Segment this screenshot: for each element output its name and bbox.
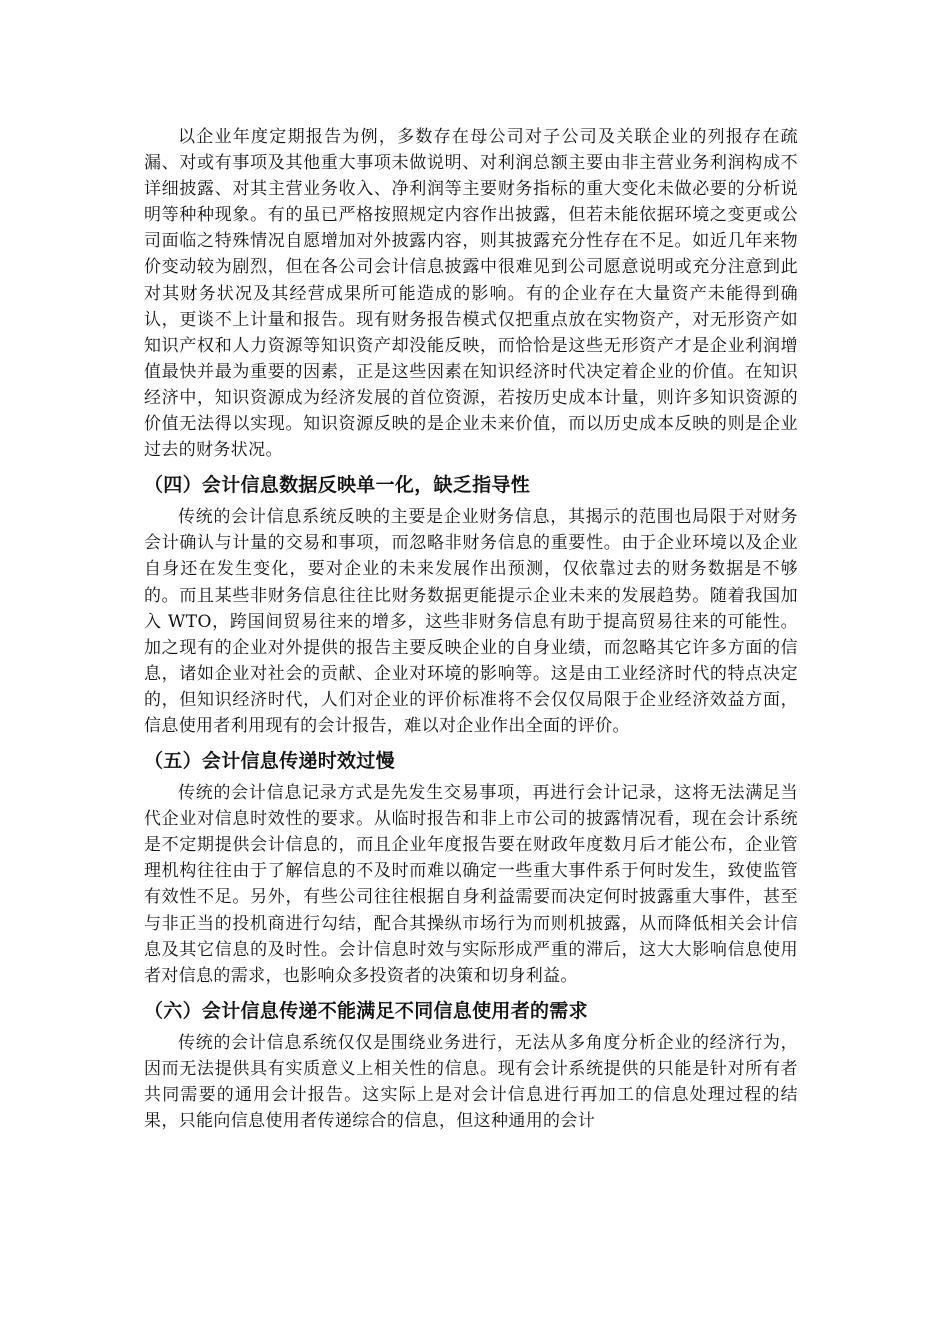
document-page [144,124,798,1134]
section-heading: （六）会计信息传递不能满足不同信息使用者的需求 [144,999,588,1022]
body-paragraph: 传统的会计信息系统仅仅是围绕业务进行，无法从多角度分析企业的经济行为，因而无法提供具有实质意义上相关性的信息。现有会计系统提供的只能是针对所有者共同需要的通用会计报告。这实际上是对会计信息进行再加工的信息处理过程的结果，只能向信息使用者传递综合的信息，但这种通用的会计 [144,1032,798,1132]
body-paragraph: 以企业年度定期报告为例，多数存在母公司对子公司及关联企业的列报存在疏漏、对或有事项及其他重大事项未做说明、对利润总额主要由非主营业务利润构成不详细披露、对其主营业务收入、净利润等主要财务指标的重大变化未做必要的分析说明等种种现象。有的虽已严格按照规定内容作出披露，但若未能依据环境之变更或公司面临之特殊情况自愿增加对外披露内容，则其披露充分性存在不足。如近几年来物价变动较为剧烈，但在各公司会计信息披露中很难见到公司愿意说明或充分注意到此对其财务状况及其经营成果所可能造成的影响。有的企业存在大量资产未能得到确认，更谈不上计量和报告。现有财务报告模式仅把重点放在实物资产，对无形资产如知识产权和人力资源等知识资产却没能反映，而恰恰是这些无形资产才是企业利润增值最快并最为重要的因素，正是这些因素在知识经济时代决定着企业的价值。在知识经济中，知识资源成为经济发展的首位资源，若按历史成本计量，则许多知识资源的价值无法得以实现。知识资源反映的是企业未来价值，而以历史成本反映的则是企业过去的财务状况。 [144,127,798,461]
section-heading: （五）会计信息传递时效过慢 [144,750,395,773]
body-paragraph: 传统的会计信息系统反映的主要是企业财务信息，其揭示的范围也局限于对财务会计确认与计量的交易和事项，而忽略非财务信息的重要性。由于企业环境以及企业自身还在发生变化，要对企业的未来发展作出预测，仅依靠过去的财务数据是不够的。而且某些非财务信息往往比财务数据更能提示企业未来的发展趋势。随着我国加入 WTO，跨国间贸易往来的增多，这些非财务信息有助于提高贸易往来的可能性。加之现有的企业对外提供的报告主要反映企业的自身业绩，而忽略其它许多方面的信息，诸如企业对社会的贡献、企业对环境的影响等。这是由工业经济时代的特点决定的，但知识经济时代，人们对企业的评价标准将不会仅仅局限于企业经济效益方面，信息使用者利用现有的会计报告，难以对企业作出全面的评价。 [144,507,798,736]
section-heading: （四）会计信息数据反映单一化，缺乏指导性 [144,474,531,497]
body-paragraph: 传统的会计信息记录方式是先发生交易事项，再进行会计记录，这将无法满足当代企业对信息时效性的要求。从临时报告和非上市公司的披露情况看，现在会计系统是不定期提供会计信息的，而且企业年度报告要在财政年度数月后才能公布，企业管理机构往往由于了解信息的不及时而难以确定一些重大事件系于何时发生，致使监管有效性不足。另外，有些公司往往根据自身利益需要而决定何时披露重大事件，甚至与非正当的投机商进行勾结，配合其操纵市场行为而则机披露，从而降低相关会计信息及其它信息的及时性。会计信息时效与实际形成严重的滞后，这大大影响信息使用者对信息的需求，也影响众多投资者的决策和切身利益。 [144,783,798,986]
